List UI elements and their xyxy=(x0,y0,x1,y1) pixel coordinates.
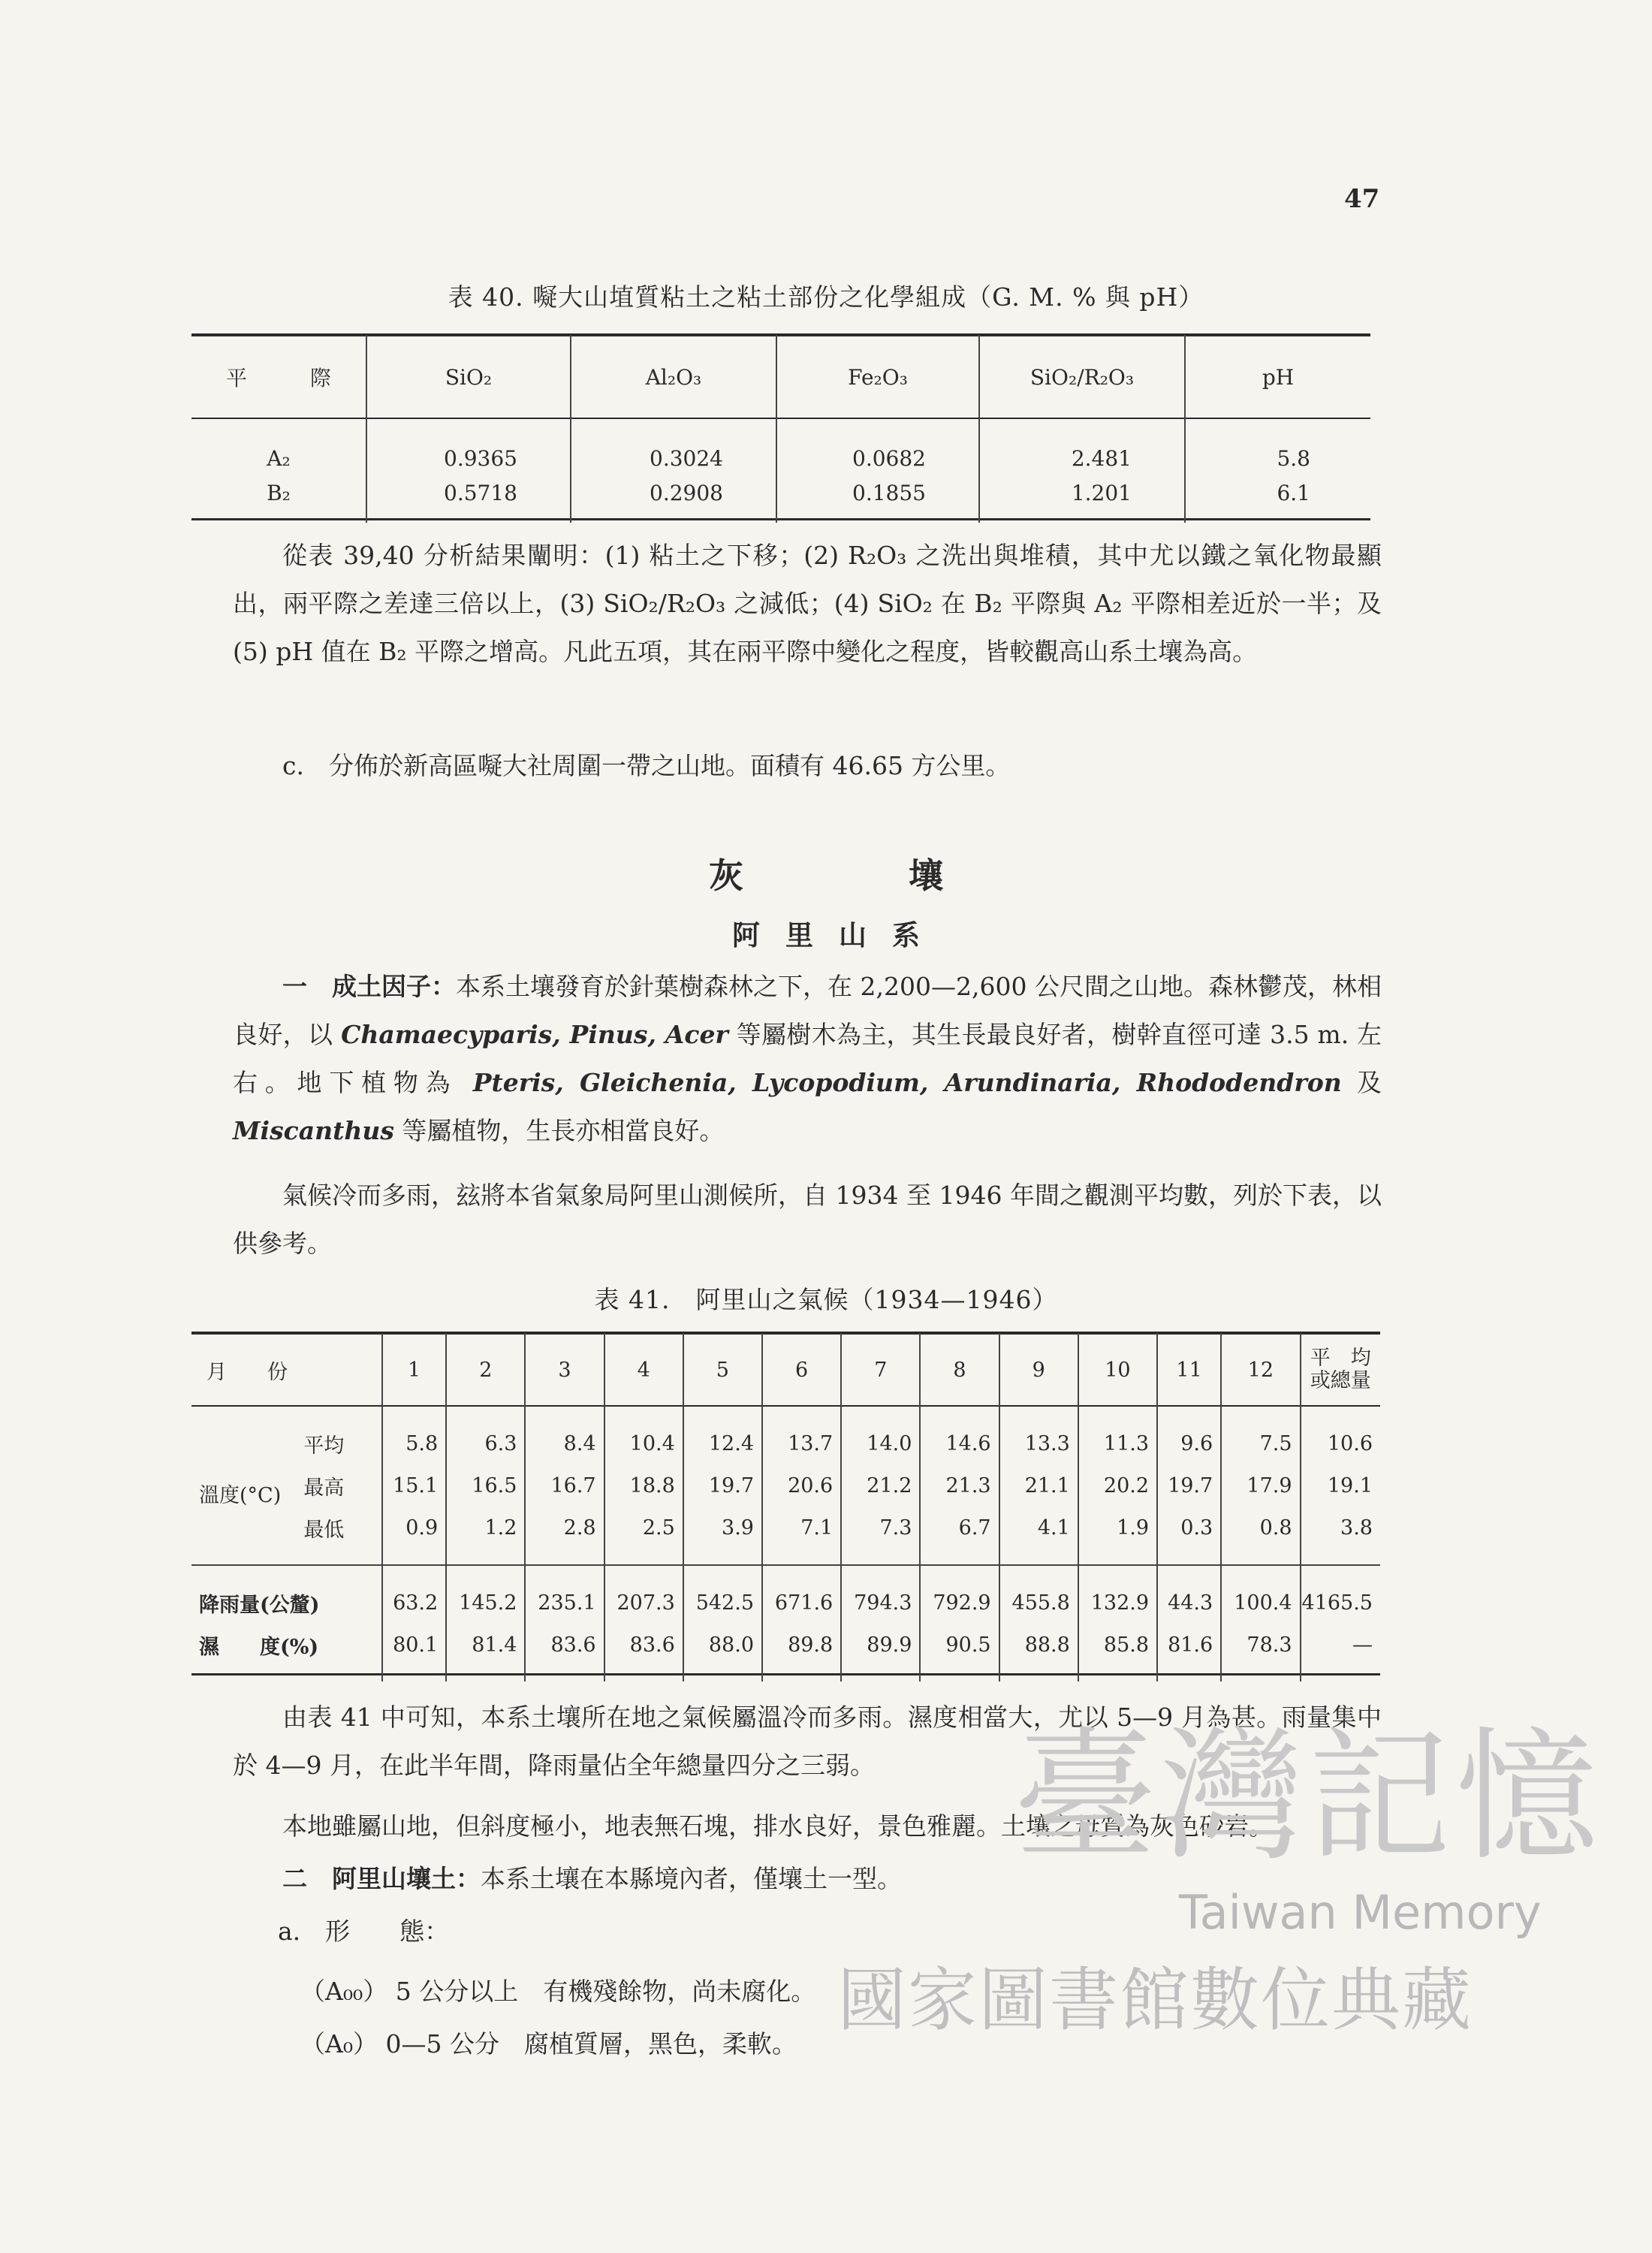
table40-cell: A₂ xyxy=(191,419,366,475)
table41-total: 10.6 xyxy=(1327,1431,1373,1455)
table41-cell: 132.9 xyxy=(1078,1565,1157,1624)
total-header: 平 均 或總量 xyxy=(1310,1347,1371,1392)
table41-cell: 88.8 xyxy=(999,1624,1078,1681)
table41-cell: 12.4 xyxy=(683,1407,762,1464)
table41-cell: 78.3 xyxy=(1221,1624,1300,1681)
table41-cell: 13.3 xyxy=(999,1407,1078,1464)
table41-cell: 83.6 xyxy=(525,1624,604,1681)
table40-header: 平 際 xyxy=(191,335,366,419)
table40-header: pH xyxy=(1262,364,1295,390)
table41-cell: 81.4 xyxy=(446,1624,525,1681)
paragraph-soil-factors xyxy=(233,963,1382,1155)
page-number: 47 xyxy=(1344,184,1380,214)
table41-cell: 8.4 xyxy=(525,1407,604,1464)
table41-cell: 100.4 xyxy=(1221,1565,1300,1624)
genus-list: Pteris, Gleichenia, Lycopodium, Arundinaria, Rhododendron xyxy=(472,1068,1342,1097)
table41-corner: 月 份 xyxy=(191,1333,382,1407)
genus-list: Chamaecyparis, Pinus, Acer xyxy=(341,1020,728,1049)
row-label: 濕 度(%) xyxy=(191,1624,382,1681)
table41-cell: 794.3 xyxy=(841,1565,920,1624)
table41-cell: 9.6 xyxy=(1157,1407,1221,1464)
table41-cell: 44.3 xyxy=(1157,1565,1221,1624)
table41-cell: 1.9 xyxy=(1078,1507,1157,1565)
alishan-loam-text: 本系土壤在本縣境內者，僅壤土一型。 xyxy=(481,1864,902,1893)
table41-cell: 6.3 xyxy=(446,1407,525,1464)
month-header: 3 xyxy=(525,1333,604,1407)
row-label: 最低 xyxy=(296,1507,382,1565)
table40-cell: 6.1 xyxy=(1277,480,1310,505)
table41-cell: 792.9 xyxy=(920,1565,999,1624)
row-label: 最高 xyxy=(296,1464,382,1507)
table41-cell: 0.9 xyxy=(382,1507,446,1565)
table41-cell: 4.1 xyxy=(999,1507,1078,1565)
soil-factors-text: 等屬樹木為主，其生長最良好者，樹幹直徑可達 3.5 m. 左右。地下植物為 xyxy=(233,1020,1382,1097)
month-header: 9 xyxy=(999,1333,1078,1407)
table40-header: Al₂O₃ xyxy=(571,335,776,419)
month-header: 1 xyxy=(382,1333,446,1407)
table41-cell: 455.8 xyxy=(999,1565,1078,1624)
table40-cell: 0.9365 xyxy=(366,419,571,475)
table41-cell: 10.4 xyxy=(604,1407,683,1464)
month-header: 10 xyxy=(1078,1333,1157,1407)
table-row xyxy=(191,1464,1380,1507)
table41-cell: 6.7 xyxy=(920,1507,999,1565)
table41-cell: 1.2 xyxy=(446,1507,525,1565)
table41 xyxy=(191,1333,1380,1681)
table41-cell: 63.2 xyxy=(382,1565,446,1624)
table40-header: SiO₂/R₂O₃ xyxy=(979,335,1185,419)
table41-cell: 3.9 xyxy=(683,1507,762,1565)
month-header: 6 xyxy=(762,1333,841,1407)
genus-list: Miscanthus xyxy=(233,1116,394,1145)
table40-cell: 2.481 xyxy=(979,419,1185,475)
table40-cell: 0.3024 xyxy=(571,419,776,475)
horizon-a0: （A₀） 0—5 公分 腐植質層，黑色，柔軟。 xyxy=(300,2029,797,2058)
table41-cell: 21.2 xyxy=(841,1464,920,1507)
table41-cell: 2.8 xyxy=(525,1507,604,1565)
soil-factors-text: 及 xyxy=(1341,1068,1382,1097)
month-header: 12 xyxy=(1221,1333,1300,1407)
table40 xyxy=(191,335,1370,523)
month-header: 4 xyxy=(604,1333,683,1407)
table41-cell: 21.1 xyxy=(999,1464,1078,1507)
table41-cell: 88.0 xyxy=(683,1624,762,1681)
table40-cell: 1.201 xyxy=(979,475,1185,523)
table41-cell: 7.1 xyxy=(762,1507,841,1565)
paragraph-climate-intro: 氣候冷而多雨，玆將本省氣象局阿里山測候所，自 1934 至 1946 年間之觀測平均數，列於下表，以供參考。 xyxy=(233,1181,1382,1258)
table-row xyxy=(191,1565,1380,1624)
paragraph-climate-summary: 由表 41 中可知，本系土壤所在地之氣候屬溫冷而多雨。濕度相當大，尤以 5—9 月為甚。雨量集中於 4—9 月，在此半年間，降雨量佔全年總量四分之三弱。 xyxy=(233,1703,1382,1780)
table41-cell: 17.9 xyxy=(1221,1464,1300,1507)
table40-cell: B₂ xyxy=(191,475,366,523)
table40-cell: 5.8 xyxy=(1277,445,1310,471)
table40-cell: 0.1855 xyxy=(776,475,979,523)
table41-cell: 15.1 xyxy=(382,1464,446,1507)
table-row xyxy=(191,419,1370,475)
table41-cell: 81.6 xyxy=(1157,1624,1221,1681)
subsection-heading: 阿里山系 xyxy=(732,918,945,952)
paragraph-distribution: c. 分佈於新高區㘈大社周圍一帶之山地。面積有 46.65 方公里。 xyxy=(282,751,1011,780)
table41-cell: 0.3 xyxy=(1157,1507,1221,1565)
table41-cell: 16.5 xyxy=(446,1464,525,1507)
table41-cell: 89.9 xyxy=(841,1624,920,1681)
temperature-label: 溫度(°C) xyxy=(199,1484,282,1507)
month-header: 7 xyxy=(841,1333,920,1407)
table41-cell: 7.5 xyxy=(1221,1407,1300,1464)
table41-total: 19.1 xyxy=(1327,1473,1373,1497)
table41-cell: 0.8 xyxy=(1221,1507,1300,1565)
table41-cell: 90.5 xyxy=(920,1624,999,1681)
paragraph-analysis: 從表 39,40 分析結果闡明：(1) 粘土之下移；(2) R₂O₃ 之洗出與堆積，其中尤以鐵之氧化物最顯出，兩平際之差達三倍以上，(3) SiO₂/R₂O₃ 之減低；(4) SiO₂ 在 B₂ 平際與 A₂ 平際相差近於一半；及 (5) pH 值在 B₂ 平際之增高。凡此五項，其在兩平際中變化之程度，皆較觀高山系土壤為高。 xyxy=(233,541,1382,666)
watermark-english: Taiwan Memory xyxy=(1179,1885,1542,1940)
table41-cell: 20.6 xyxy=(762,1464,841,1507)
row-label: 平均 xyxy=(296,1407,382,1464)
soil-factors-text: 本系土壤發育於針葉樹森林之下，在 2,200—2,600 公尺間之山地。森林鬱茂，林相良好，以 xyxy=(233,972,1382,1049)
table40-header: SiO₂ xyxy=(366,335,571,419)
month-header: 8 xyxy=(920,1333,999,1407)
table41-cell: 16.7 xyxy=(525,1464,604,1507)
watermark-logo: 臺灣記憶 xyxy=(1014,1714,1603,1880)
table41-cell: 235.1 xyxy=(525,1565,604,1624)
table41-cell: 11.3 xyxy=(1078,1407,1157,1464)
table41-cell: 542.5 xyxy=(683,1565,762,1624)
row-label: 降雨量(公釐) xyxy=(191,1565,382,1624)
soil-factors-label: 一 成土因子： xyxy=(282,972,457,1001)
table41-cell: 19.7 xyxy=(683,1464,762,1507)
paragraph-terrain: 本地雖屬山地，但斜度極小，地表無石塊，排水良好，景色雅麗。土壤之母質為灰色砂岩。 xyxy=(282,1811,1274,1841)
table-row xyxy=(191,1507,1380,1565)
table41-cell: 85.8 xyxy=(1078,1624,1157,1681)
table41-cell: 80.1 xyxy=(382,1624,446,1681)
alishan-loam-label: 二 阿里山壤土： xyxy=(282,1864,481,1893)
table40-cell: 0.5718 xyxy=(366,475,571,523)
table41-cell: 21.3 xyxy=(920,1464,999,1507)
month-header: 2 xyxy=(446,1333,525,1407)
table41-cell: 13.7 xyxy=(762,1407,841,1464)
table41-total: — xyxy=(1352,1633,1373,1657)
table40-header: Fe₂O₃ xyxy=(776,335,979,419)
table41-cell: 7.3 xyxy=(841,1507,920,1565)
table-row xyxy=(191,1407,1380,1464)
month-header: 11 xyxy=(1157,1333,1221,1407)
table40-cell: 0.2908 xyxy=(571,475,776,523)
table41-caption: 表 41. 阿里山之氣候（1934—1946） xyxy=(594,1285,1058,1314)
horizon-a00: （A₀₀） 5 公分以上 有機殘餘物，尚未腐化。 xyxy=(300,1977,816,2006)
table41-cell: 14.6 xyxy=(920,1407,999,1464)
table41-cell: 2.5 xyxy=(604,1507,683,1565)
table41-cell: 19.7 xyxy=(1157,1464,1221,1507)
table41-total: 4165.5 xyxy=(1301,1565,1380,1624)
table41-cell: 145.2 xyxy=(446,1565,525,1624)
table40-caption: 表 40. 㘈大山埴質粘土之粘土部份之化學組成（G. M. % 與 pH） xyxy=(448,282,1204,312)
table-row xyxy=(191,1624,1380,1681)
month-header: 5 xyxy=(683,1333,762,1407)
table40-cell: 0.0682 xyxy=(776,419,979,475)
table41-cell: 20.2 xyxy=(1078,1464,1157,1507)
table41-cell: 5.8 xyxy=(382,1407,446,1464)
table41-cell: 671.6 xyxy=(762,1565,841,1624)
soil-factors-text: 等屬植物，生長亦相當良好。 xyxy=(393,1116,725,1145)
table41-cell: 89.8 xyxy=(762,1624,841,1681)
table41-cell: 83.6 xyxy=(604,1624,683,1681)
watermark-chinese: 國家圖書館數位典藏 xyxy=(837,1960,1473,2040)
table-row xyxy=(191,475,1370,523)
table41-cell: 207.3 xyxy=(604,1565,683,1624)
morphology-label: a. 形 態： xyxy=(278,1917,450,1946)
table41-cell: 14.0 xyxy=(841,1407,920,1464)
section-heading: 灰壤 xyxy=(709,855,1108,896)
table41-total: 3.8 xyxy=(1340,1516,1373,1540)
table41-cell: 18.8 xyxy=(604,1464,683,1507)
